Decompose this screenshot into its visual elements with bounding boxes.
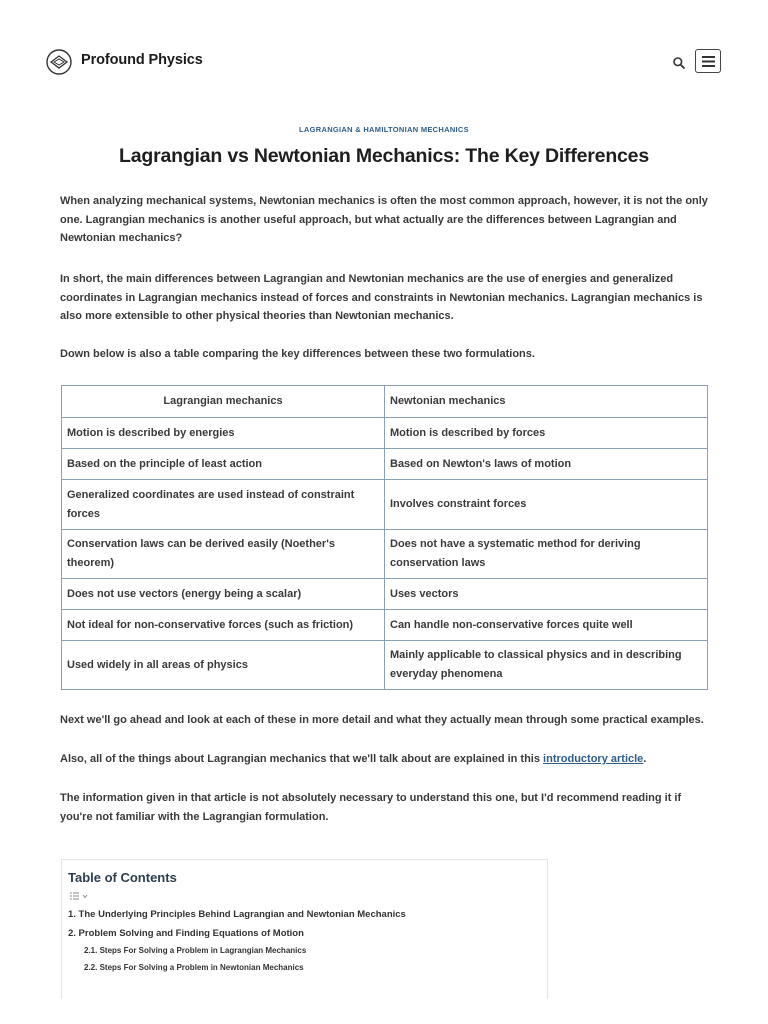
table-cell: Based on Newton's laws of motion bbox=[385, 449, 708, 480]
intro-paragraph-1: When analyzing mechanical systems, Newtonian mechanics is often the most common approach, however, it is not the only one. Lagrangian mechanics is another useful approach, but what actually are the differences between Lagrangian and Newtonian mechanics? bbox=[60, 195, 708, 244]
introductory-article-link[interactable]: introductory article bbox=[543, 753, 644, 765]
toc-title: Table of Contents bbox=[68, 870, 177, 885]
table-cell: Does not use vectors (energy being a scalar) bbox=[62, 579, 385, 610]
table-row bbox=[62, 418, 708, 449]
table-cell: Not ideal for non-conservative forces (such as friction) bbox=[62, 610, 385, 641]
table-of-contents bbox=[61, 859, 548, 999]
table-cell: Mainly applicable to classical physics and in describing everyday phenomena bbox=[385, 641, 708, 690]
intro-paragraph-2: In short, the main differences between Lagrangian and Newtonian mechanics are the use of energies and generalized coordinates in Lagrangian mechanics instead of forces and constraints in Newtonian mechanics. Lagrangian mechanics is also more extensible to other physical theories than Newtonian mechanics. bbox=[60, 273, 703, 322]
after-paragraph-2 bbox=[60, 750, 710, 769]
table-cell: Uses vectors bbox=[385, 579, 708, 610]
site-brand[interactable]: Profound Physics bbox=[81, 52, 203, 68]
table-cell: Motion is described by energies bbox=[62, 418, 385, 449]
table-cell: Involves constraint forces bbox=[385, 480, 708, 530]
after-paragraph-1: Next we'll go ahead and look at each of these in more detail and what they actually mean through some practical examples. bbox=[60, 714, 704, 726]
table-row bbox=[62, 641, 708, 690]
table-row bbox=[62, 449, 708, 480]
table-cell: Based on the principle of least action bbox=[62, 449, 385, 480]
toc-item[interactable]: 1. The Underlying Principles Behind Lagrangian and Newtonian Mechanics bbox=[68, 909, 406, 920]
site-header bbox=[0, 0, 768, 110]
table-row bbox=[62, 579, 708, 610]
intro-paragraph-3-wrap bbox=[60, 345, 710, 364]
table-row bbox=[62, 480, 708, 530]
after-paragraph-1-wrap bbox=[60, 711, 710, 730]
after-paragraph-3-wrap bbox=[60, 789, 710, 826]
toc-subitem[interactable]: 2.2. Steps For Solving a Problem in Newtonian Mechanics bbox=[84, 963, 304, 972]
after-paragraph-2-end: . bbox=[643, 753, 647, 765]
table-header-lagrangian: Lagrangian mechanics bbox=[62, 386, 385, 418]
table-cell: Generalized coordinates are used instead of constraint forces bbox=[62, 480, 385, 530]
table-row bbox=[62, 530, 708, 579]
page-title: Lagrangian vs Newtonian Mechanics: The Key Differences bbox=[119, 145, 649, 167]
intro-paragraph-2-wrap bbox=[60, 270, 710, 326]
toc-item[interactable]: 2. Problem Solving and Finding Equations of Motion bbox=[68, 928, 304, 939]
category-label bbox=[0, 125, 768, 134]
list-toggle-icon[interactable] bbox=[70, 892, 88, 901]
table-cell: Used widely in all areas of physics bbox=[62, 641, 385, 690]
hamburger-menu-button[interactable] bbox=[695, 49, 721, 73]
intro-paragraph-3: Down below is also a table comparing the key differences between these two formulations. bbox=[60, 348, 535, 360]
intro-paragraph-1-wrap bbox=[60, 192, 710, 248]
after-paragraph-3: The information given in that article is not absolutely necessary to understand this one, but I'd recommend reading it if you're not familiar with the Lagrangian formulation. bbox=[60, 792, 682, 823]
table-row bbox=[62, 610, 708, 641]
toc-subitem[interactable]: 2.1. Steps For Solving a Problem in Lagrangian Mechanics bbox=[84, 946, 307, 955]
search-icon[interactable] bbox=[672, 56, 686, 70]
table-header-newtonian: Newtonian mechanics bbox=[385, 386, 708, 418]
diamond-circle-logo-icon[interactable] bbox=[46, 49, 72, 75]
after-paragraph-2-text: Also, all of the things about Lagrangian mechanics that we'll talk about are explained in this bbox=[60, 753, 544, 765]
table-header-row bbox=[62, 386, 708, 418]
table-cell: Motion is described by forces bbox=[385, 418, 708, 449]
table-cell: Does not have a systematic method for deriving conservation laws bbox=[385, 530, 708, 579]
comparison-table bbox=[61, 385, 708, 690]
hamburger-menu-icon bbox=[702, 56, 715, 67]
table-cell: Conservation laws can be derived easily (Noether's theorem) bbox=[62, 530, 385, 579]
category-link[interactable]: LAGRANGIAN & HAMILTONIAN MECHANICS bbox=[299, 125, 469, 134]
table-cell: Can handle non-conservative forces quite well bbox=[385, 610, 708, 641]
after-paragraph-2-wrap bbox=[60, 750, 710, 769]
